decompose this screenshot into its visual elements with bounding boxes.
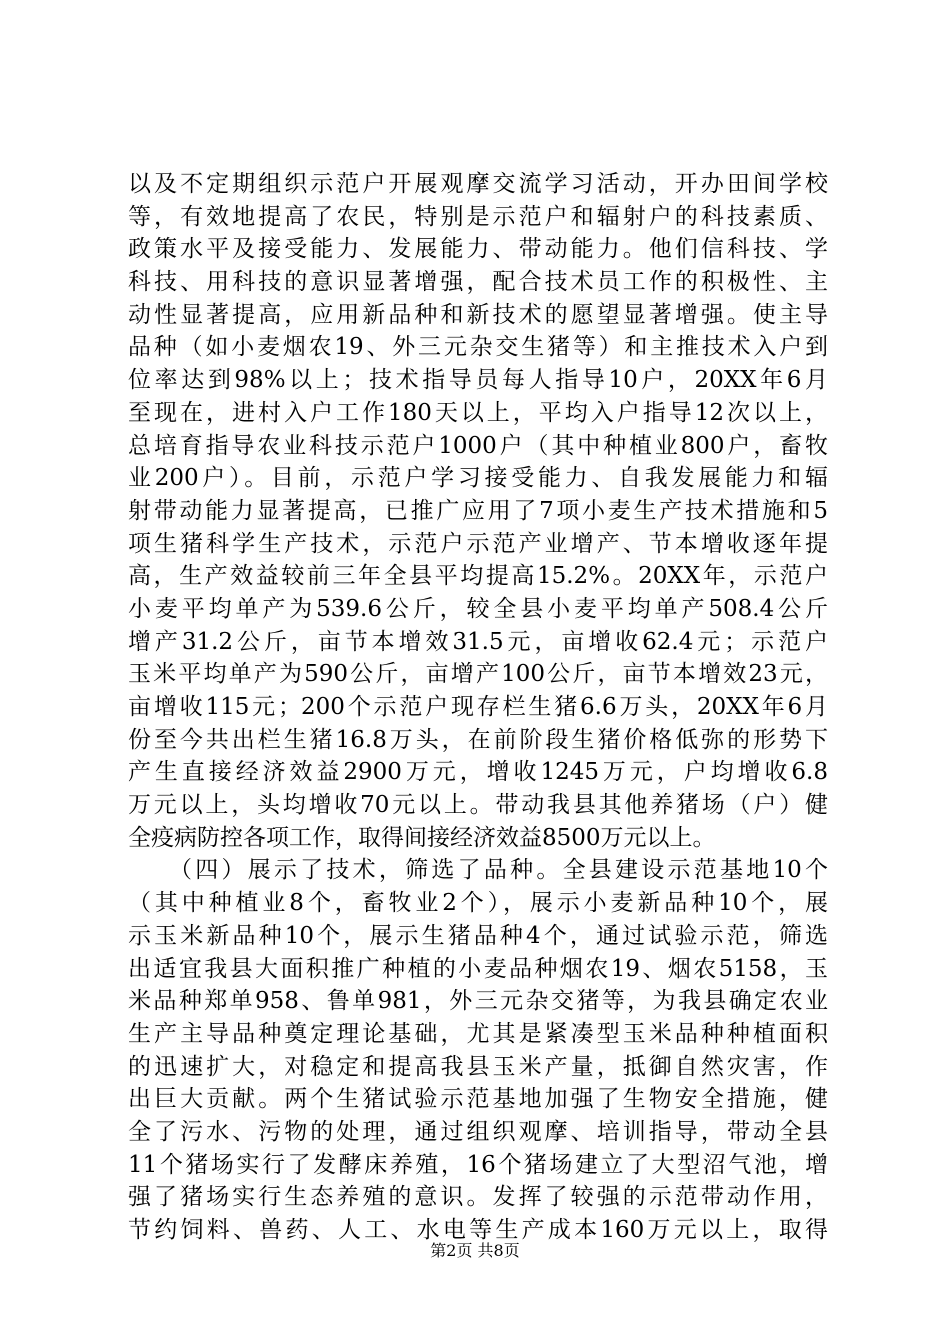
text-line: 高，生产效益较前三年全县平均提高15.2%。20XX年，示范户	[128, 563, 828, 590]
text-line: 业200户）。目前，示范户学习接受能力、自我发展能力和辐	[128, 465, 828, 492]
page-footer: 第2页 共8页	[430, 1241, 520, 1260]
text-line: 全了污水、污物的处理，通过组织观摩、培训指导，带动全县	[128, 1118, 828, 1145]
text-line: 小麦平均单产为539.6公斤，较全县小麦平均单产508.4公斤	[128, 595, 828, 622]
text-line: 至现在，进村入户工作180天以上，平均入户指导12次以上，	[128, 399, 828, 426]
text-line: 政策水平及接受能力、发展能力、带动能力。他们信科技、学	[128, 236, 828, 263]
text-line: （四）展示了技术，筛选了品种。全县建设示范基地10个	[128, 857, 828, 884]
text-line: 全疫病防控各项工作，取得间接经济效益8500万元以上。	[128, 824, 716, 851]
text-line: 射带动能力显著提高，已推广应用了7项小麦生产技术措施和5	[128, 497, 828, 524]
text-line: （其中种植业8个，畜牧业2个），展示小麦新品种10个，展	[128, 890, 828, 917]
text-line: 增产31.2公斤，亩节本增效31.5元，亩增收62.4元；示范户	[128, 628, 828, 655]
text-line: 生产主导品种奠定理论基础，尤其是紧凑型玉米品种种植面积	[128, 1020, 828, 1047]
body-text	[128, 168, 828, 1247]
text-line: 米品种郑单958、鲁单981，外三元杂交猪等，为我县确定农业	[128, 988, 828, 1015]
text-line: 等，有效地提高了农民，特别是示范户和辐射户的科技素质、	[128, 203, 828, 230]
text-line: 产生直接经济效益2900万元，增收1245万元，户均增收6.8	[128, 759, 828, 786]
text-line: 11个猪场实行了发酵床养殖，16个猪场建立了大型沼气池，增	[128, 1151, 828, 1178]
text-line: 以及不定期组织示范户开展观摩交流学习活动，开办田间学校	[128, 171, 828, 197]
text-line: 玉米平均单产为590公斤，亩增产100公斤，亩节本增效23元，	[128, 661, 828, 688]
text-line: 亩增收115元；200个示范户现存栏生猪6.6万头，20XX年6月	[128, 694, 828, 720]
text-line: 的迅速扩大，对稳定和提高我县玉米产量，抵御自然灾害，作	[128, 1053, 828, 1080]
text-line: 示玉米新品种10个，展示生猪品种4个，通过试验示范，筛选	[128, 922, 828, 949]
text-line: 份至今共出栏生猪16.8万头，在前阶段生猪价格低弥的形势下	[128, 726, 828, 753]
text-line: 位率达到98%以上；技术指导员每人指导10户，20XX年6月	[128, 367, 828, 394]
text-line: 出巨大贡献。两个生猪试验示范基地加强了生物安全措施，健	[128, 1086, 828, 1113]
text-line: 万元以上，头均增收70元以上。带动我县其他养猪场（户）健	[128, 792, 828, 819]
text-line: 动性显著提高，应用新品种和新技术的愿望显著增强。使主导	[128, 301, 828, 328]
text-line: 强了猪场实行生态养殖的意识。发挥了较强的示范带动作用，	[128, 1184, 828, 1211]
text-line: 总培育指导农业科技示范户1000户（其中种植业800户，畜牧	[128, 432, 828, 459]
text-line: 项生猪科学生产技术，示范户示范产业增产、节本增收逐年提	[128, 530, 828, 557]
text-line: 品种（如小麦烟农19、外三元杂交生猪等）和主推技术入户到	[128, 334, 828, 361]
text-line: 科技、用科技的意识显著增强，配合技术员工作的积极性、主	[128, 269, 828, 296]
text-line: 节约饲料、兽药、人工、水电等生产成本160万元以上，取得	[128, 1217, 828, 1243]
text-line: 出适宜我县大面积推广种植的小麦品种烟农19、烟农5158，玉	[128, 955, 828, 982]
